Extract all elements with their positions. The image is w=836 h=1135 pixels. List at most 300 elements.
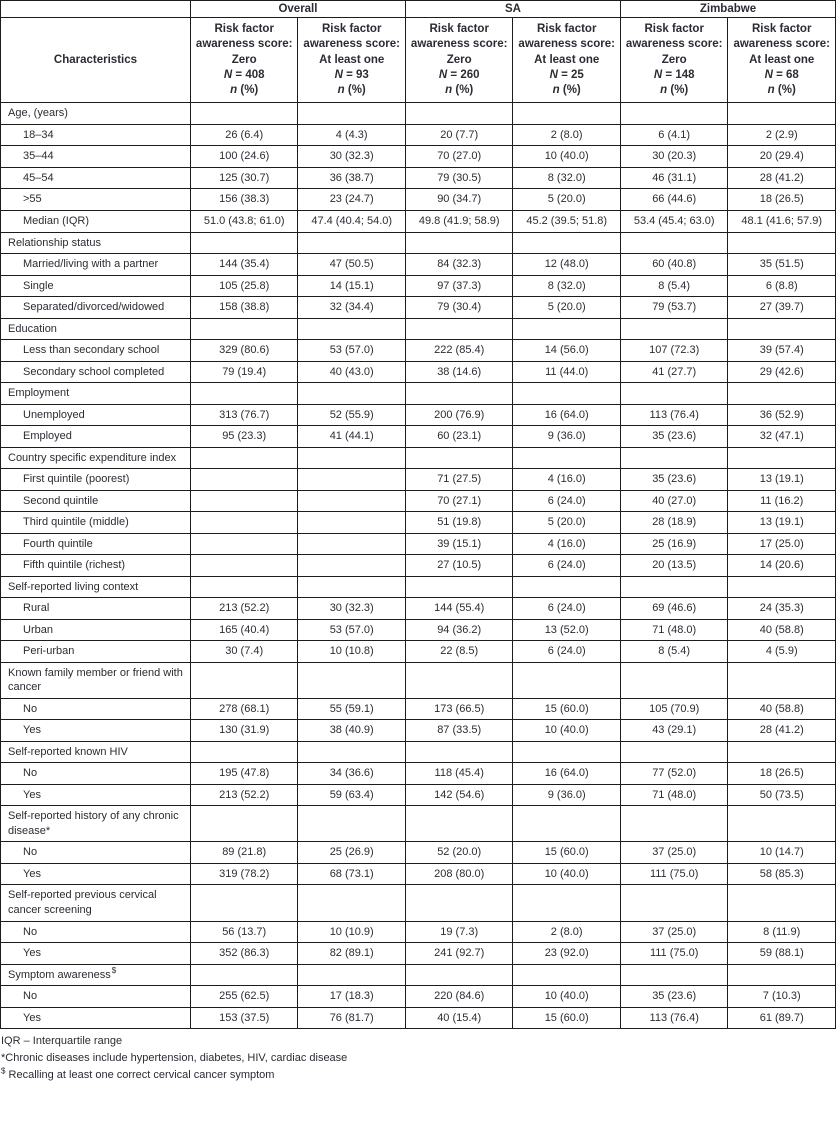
row-label — [1, 146, 191, 168]
value-cell: 25 (16.9) — [620, 533, 728, 555]
unit-label — [408, 83, 511, 98]
value-cell: 5 (20.0) — [513, 512, 621, 534]
table-row — [1, 297, 836, 319]
empty-cell — [513, 103, 621, 125]
row-label — [1, 842, 191, 864]
value-cell: 27 (39.7) — [728, 297, 836, 319]
n-value: = 93 — [346, 68, 369, 81]
value-cell: 10 (14.7) — [728, 842, 836, 864]
empty-cell — [513, 662, 621, 698]
value-cell: 45.2 (39.5; 51.8) — [513, 210, 621, 232]
value-cell: 87 (33.5) — [405, 720, 513, 742]
empty-cell — [298, 885, 406, 921]
empty-cell — [190, 964, 298, 986]
table-row — [1, 533, 836, 555]
n-value: = 148 — [665, 68, 695, 81]
value-cell — [190, 512, 298, 534]
table-row — [1, 124, 836, 146]
value-cell: 5 (20.0) — [513, 297, 621, 319]
table-row — [1, 210, 836, 232]
value-cell: 19 (7.3) — [405, 921, 513, 943]
value-cell: 95 (23.3) — [190, 426, 298, 448]
unit-suffix: (%) — [455, 84, 474, 97]
value-cell: 90 (34.7) — [405, 189, 513, 211]
value-cell — [190, 469, 298, 491]
row-label — [1, 533, 191, 555]
value-cell: 6 (24.0) — [513, 555, 621, 577]
empty-cell — [405, 662, 513, 698]
row-label — [1, 943, 191, 965]
empty-cell — [513, 806, 621, 842]
value-cell: 18 (26.5) — [728, 189, 836, 211]
empty-cell — [728, 806, 836, 842]
row-label — [1, 921, 191, 943]
value-cell: 47 (50.5) — [298, 254, 406, 276]
value-cell: 8 (32.0) — [513, 275, 621, 297]
label-text: No — [23, 925, 38, 938]
sample-size — [408, 68, 511, 83]
value-cell: 173 (66.5) — [405, 698, 513, 720]
empty-cell — [513, 383, 621, 405]
empty-cell — [728, 662, 836, 698]
value-cell: 13 (19.1) — [728, 469, 836, 491]
value-cell: 7 (10.3) — [728, 986, 836, 1008]
label-text: 18–34 — [23, 128, 54, 141]
value-cell: 61 (89.7) — [728, 1007, 836, 1029]
label-text: Yes — [23, 788, 41, 801]
row-label — [1, 404, 191, 426]
section-label — [1, 964, 191, 986]
sample-size — [300, 68, 403, 83]
unit-label — [193, 83, 296, 98]
table-row — [1, 784, 836, 806]
n-symbol: N — [223, 68, 233, 81]
score-label: Risk factor awareness score: — [518, 23, 615, 51]
n-symbol: n — [552, 84, 560, 97]
empty-cell — [513, 232, 621, 254]
value-cell: 111 (75.0) — [620, 943, 728, 965]
value-cell: 59 (88.1) — [728, 943, 836, 965]
value-cell: 213 (52.2) — [190, 784, 298, 806]
value-cell: 66 (44.6) — [620, 189, 728, 211]
value-cell: 27 (10.5) — [405, 555, 513, 577]
value-cell: 8 (5.4) — [620, 641, 728, 663]
value-cell: 142 (54.6) — [405, 784, 513, 806]
empty-cell — [513, 741, 621, 763]
label-text: Rural — [23, 602, 50, 615]
row-label — [1, 986, 191, 1008]
table-row — [1, 698, 836, 720]
value-cell: 144 (55.4) — [405, 598, 513, 620]
value-cell: 153 (37.5) — [190, 1007, 298, 1029]
label-text: Peri-urban — [23, 645, 75, 658]
value-cell: 49.8 (41.9; 58.9) — [405, 210, 513, 232]
unit-label — [515, 83, 618, 98]
value-cell: 200 (76.9) — [405, 404, 513, 426]
value-cell: 118 (45.4) — [405, 763, 513, 785]
label-text: Self-reported previous cervical cancer screening — [8, 889, 157, 916]
value-cell: 9 (36.0) — [513, 426, 621, 448]
row-label — [1, 641, 191, 663]
n-symbol: N — [653, 68, 663, 81]
score-label: Risk factor awareness score: — [733, 23, 830, 51]
row-label — [1, 340, 191, 362]
section-row — [1, 318, 836, 340]
table-row — [1, 921, 836, 943]
value-cell: 15 (60.0) — [513, 698, 621, 720]
empty-cell — [190, 806, 298, 842]
value-cell: 71 (27.5) — [405, 469, 513, 491]
value-cell: 10 (10.8) — [298, 641, 406, 663]
value-cell: 6 (4.1) — [620, 124, 728, 146]
n-symbol: N — [549, 68, 558, 81]
label-text: Yes — [23, 724, 41, 737]
value-cell: 35 (51.5) — [728, 254, 836, 276]
value-cell: 2 (8.0) — [513, 921, 621, 943]
unit-suffix: (%) — [562, 84, 581, 97]
section-label — [1, 885, 191, 921]
value-cell: 165 (40.4) — [190, 619, 298, 641]
score-category: Zero — [446, 53, 472, 66]
value-cell: 76 (81.7) — [298, 1007, 406, 1029]
n-symbol: N — [438, 68, 448, 81]
score-label: Risk factor awareness score: — [303, 23, 400, 51]
value-cell: 8 (32.0) — [513, 167, 621, 189]
value-cell — [190, 533, 298, 555]
label-text: Fifth quintile (richest) — [23, 559, 126, 572]
row-label — [1, 863, 191, 885]
value-cell: 17 (18.3) — [298, 986, 406, 1008]
empty-cell — [728, 103, 836, 125]
value-cell: 15 (60.0) — [513, 1007, 621, 1029]
table-row — [1, 189, 836, 211]
section-row — [1, 964, 836, 986]
value-cell: 313 (76.7) — [190, 404, 298, 426]
value-cell: 37 (25.0) — [620, 842, 728, 864]
label-text: Symptom awareness — [8, 968, 111, 981]
value-cell: 70 (27.1) — [405, 490, 513, 512]
column-header-2 — [405, 18, 513, 103]
n-symbol: N — [764, 68, 773, 81]
value-cell: 20 (29.4) — [728, 146, 836, 168]
section-label — [1, 318, 191, 340]
value-cell: 6 (24.0) — [513, 490, 621, 512]
unit-label — [623, 83, 726, 98]
footnote — [1, 1033, 834, 1050]
value-cell: 11 (44.0) — [513, 361, 621, 383]
table-row — [1, 361, 836, 383]
value-cell: 38 (14.6) — [405, 361, 513, 383]
value-cell: 158 (38.8) — [190, 297, 298, 319]
row-label — [1, 469, 191, 491]
value-cell: 105 (70.9) — [620, 698, 728, 720]
value-cell: 13 (19.1) — [728, 512, 836, 534]
value-cell: 28 (41.2) — [728, 720, 836, 742]
label-text: Employment — [8, 387, 70, 400]
value-cell: 30 (7.4) — [190, 641, 298, 663]
empty-cell — [620, 964, 728, 986]
empty-cell — [728, 447, 836, 469]
empty-cell — [298, 383, 406, 405]
label-text: Age, (years) — [8, 107, 68, 120]
value-cell: 47.4 (40.4; 54.0) — [298, 210, 406, 232]
section-row — [1, 576, 836, 598]
value-cell: 208 (80.0) — [405, 863, 513, 885]
n-value: = 260 — [450, 68, 480, 81]
row-label — [1, 784, 191, 806]
empty-cell — [728, 741, 836, 763]
section-row — [1, 806, 836, 842]
table-row — [1, 1007, 836, 1029]
empty-cell — [728, 383, 836, 405]
value-cell: 222 (85.4) — [405, 340, 513, 362]
empty-cell — [513, 576, 621, 598]
empty-cell — [190, 383, 298, 405]
value-cell: 16 (64.0) — [513, 404, 621, 426]
empty-cell — [728, 964, 836, 986]
empty-cell — [298, 806, 406, 842]
value-cell: 70 (27.0) — [405, 146, 513, 168]
value-cell: 23 (92.0) — [513, 943, 621, 965]
column-header-0 — [190, 18, 298, 103]
value-cell — [190, 490, 298, 512]
score-category: At least one — [319, 53, 385, 66]
table-row — [1, 146, 836, 168]
value-cell: 56 (13.7) — [190, 921, 298, 943]
value-cell: 36 (52.9) — [728, 404, 836, 426]
score-label: Risk factor awareness score: — [625, 23, 723, 51]
value-cell — [298, 555, 406, 577]
empty-cell — [405, 806, 513, 842]
value-cell: 4 (4.3) — [298, 124, 406, 146]
label-text: Single — [23, 279, 54, 292]
row-label — [1, 512, 191, 534]
label-text: Fourth quintile — [23, 537, 93, 550]
column-header-1 — [298, 18, 406, 103]
value-cell — [298, 512, 406, 534]
value-cell: 30 (32.3) — [298, 146, 406, 168]
section-row — [1, 885, 836, 921]
empty-cell — [513, 318, 621, 340]
value-cell: 53.4 (45.4; 63.0) — [620, 210, 728, 232]
value-cell: 144 (35.4) — [190, 254, 298, 276]
value-cell: 329 (80.6) — [190, 340, 298, 362]
label-text: Less than secondary school — [23, 344, 160, 357]
value-cell: 8 (11.9) — [728, 921, 836, 943]
value-cell: 59 (63.4) — [298, 784, 406, 806]
label-text: Secondary school completed — [23, 365, 165, 378]
empty-cell — [190, 103, 298, 125]
unit-label — [730, 83, 833, 98]
value-cell: 36 (38.7) — [298, 167, 406, 189]
value-cell: 24 (35.3) — [728, 598, 836, 620]
empty-cell — [190, 232, 298, 254]
footnote-marker: $ — [1, 1066, 6, 1076]
value-cell: 34 (36.6) — [298, 763, 406, 785]
value-cell: 5 (20.0) — [513, 189, 621, 211]
empty-cell — [728, 576, 836, 598]
row-label — [1, 555, 191, 577]
value-cell: 113 (76.4) — [620, 1007, 728, 1029]
value-cell: 105 (25.8) — [190, 275, 298, 297]
value-cell: 11 (16.2) — [728, 490, 836, 512]
row-label — [1, 210, 191, 232]
empty-cell — [190, 662, 298, 698]
value-cell: 22 (8.5) — [405, 641, 513, 663]
group-header-overall: Overall — [190, 1, 405, 18]
value-cell: 69 (46.6) — [620, 598, 728, 620]
value-cell: 41 (44.1) — [298, 426, 406, 448]
value-cell — [190, 555, 298, 577]
unit-suffix: (%) — [777, 84, 796, 97]
n-symbol: n — [337, 84, 345, 97]
value-cell: 39 (57.4) — [728, 340, 836, 362]
score-category: At least one — [749, 53, 815, 66]
value-cell: 17 (25.0) — [728, 533, 836, 555]
label-text: Known family member or friend with cancer — [8, 666, 183, 694]
value-cell: 4 (16.0) — [513, 533, 621, 555]
empty-cell — [620, 576, 728, 598]
value-cell: 113 (76.4) — [620, 404, 728, 426]
value-cell: 52 (55.9) — [298, 404, 406, 426]
n-symbol: n — [660, 84, 668, 97]
empty-cell — [405, 885, 513, 921]
row-label — [1, 189, 191, 211]
value-cell: 79 (30.4) — [405, 297, 513, 319]
value-cell: 30 (20.3) — [620, 146, 728, 168]
value-cell: 32 (34.4) — [298, 297, 406, 319]
table-row — [1, 340, 836, 362]
empty-cell — [620, 662, 728, 698]
n-symbol: n — [445, 84, 453, 97]
table-row — [1, 641, 836, 663]
value-cell — [298, 469, 406, 491]
label-text: No — [23, 767, 38, 780]
row-label — [1, 763, 191, 785]
value-cell: 79 (53.7) — [620, 297, 728, 319]
empty-cell — [298, 103, 406, 125]
value-cell: 40 (58.8) — [728, 698, 836, 720]
label-text: Relationship status — [8, 236, 101, 249]
value-cell: 97 (37.3) — [405, 275, 513, 297]
row-label — [1, 275, 191, 297]
label-text: Married/living with a partner — [23, 258, 159, 271]
value-cell: 41 (27.7) — [620, 361, 728, 383]
value-cell: 29 (42.6) — [728, 361, 836, 383]
empty-cell — [728, 885, 836, 921]
value-cell — [298, 533, 406, 555]
row-label — [1, 598, 191, 620]
value-cell: 14 (20.6) — [728, 555, 836, 577]
value-cell: 37 (25.0) — [620, 921, 728, 943]
value-cell: 2 (2.9) — [728, 124, 836, 146]
section-row — [1, 232, 836, 254]
section-label — [1, 232, 191, 254]
row-label — [1, 1007, 191, 1029]
table-row — [1, 469, 836, 491]
value-cell: 40 (15.4) — [405, 1007, 513, 1029]
value-cell: 195 (47.8) — [190, 763, 298, 785]
empty-cell — [298, 576, 406, 598]
value-cell: 18 (26.5) — [728, 763, 836, 785]
section-row — [1, 741, 836, 763]
empty-cell — [405, 741, 513, 763]
section-row — [1, 662, 836, 698]
value-cell: 10 (40.0) — [513, 146, 621, 168]
value-cell: 94 (36.2) — [405, 619, 513, 641]
table-row — [1, 254, 836, 276]
empty-cell — [405, 576, 513, 598]
label-text: Self-reported known HIV — [8, 745, 128, 758]
table-row — [1, 167, 836, 189]
corner-cell — [1, 1, 191, 18]
unit-label — [300, 83, 403, 98]
value-cell: 35 (23.6) — [620, 469, 728, 491]
table-row — [1, 512, 836, 534]
row-label — [1, 426, 191, 448]
value-cell: 6 (24.0) — [513, 641, 621, 663]
value-cell: 2 (8.0) — [513, 124, 621, 146]
unit-suffix: (%) — [670, 84, 689, 97]
n-symbol: n — [767, 84, 775, 97]
value-cell: 352 (86.3) — [190, 943, 298, 965]
value-cell: 38 (40.9) — [298, 720, 406, 742]
empty-cell — [405, 383, 513, 405]
table-row — [1, 863, 836, 885]
row-label — [1, 720, 191, 742]
label-text: Self-reported living context — [8, 580, 139, 593]
table-row — [1, 598, 836, 620]
value-cell: 60 (40.8) — [620, 254, 728, 276]
value-cell: 10 (10.9) — [298, 921, 406, 943]
empty-cell — [405, 447, 513, 469]
empty-cell — [298, 741, 406, 763]
column-header-3 — [513, 18, 621, 103]
value-cell: 319 (78.2) — [190, 863, 298, 885]
label-text: First quintile (poorest) — [23, 473, 130, 486]
table-row — [1, 619, 836, 641]
table-row — [1, 426, 836, 448]
row-label — [1, 698, 191, 720]
label-text: Yes — [23, 947, 41, 960]
empty-cell — [620, 806, 728, 842]
label-text: Median (IQR) — [23, 214, 90, 227]
value-cell: 25 (26.9) — [298, 842, 406, 864]
section-row — [1, 103, 836, 125]
value-cell: 107 (72.3) — [620, 340, 728, 362]
score-label: Risk factor awareness score: — [195, 23, 293, 51]
value-cell: 40 (43.0) — [298, 361, 406, 383]
table-body — [1, 103, 836, 1029]
column-header-row — [1, 18, 836, 103]
table-row — [1, 943, 836, 965]
value-cell: 51.0 (43.8; 61.0) — [190, 210, 298, 232]
value-cell: 46 (31.1) — [620, 167, 728, 189]
empty-cell — [620, 741, 728, 763]
row-label — [1, 361, 191, 383]
value-cell: 71 (48.0) — [620, 619, 728, 641]
empty-cell — [190, 447, 298, 469]
value-cell: 43 (29.1) — [620, 720, 728, 742]
label-text: Separated/divorced/widowed — [23, 301, 165, 314]
group-header-zimbabwe: Zimbabwe — [620, 1, 835, 18]
value-cell: 82 (89.1) — [298, 943, 406, 965]
group-header-row — [1, 1, 836, 18]
value-cell: 53 (57.0) — [298, 340, 406, 362]
empty-cell — [728, 232, 836, 254]
section-row — [1, 447, 836, 469]
table-row — [1, 986, 836, 1008]
